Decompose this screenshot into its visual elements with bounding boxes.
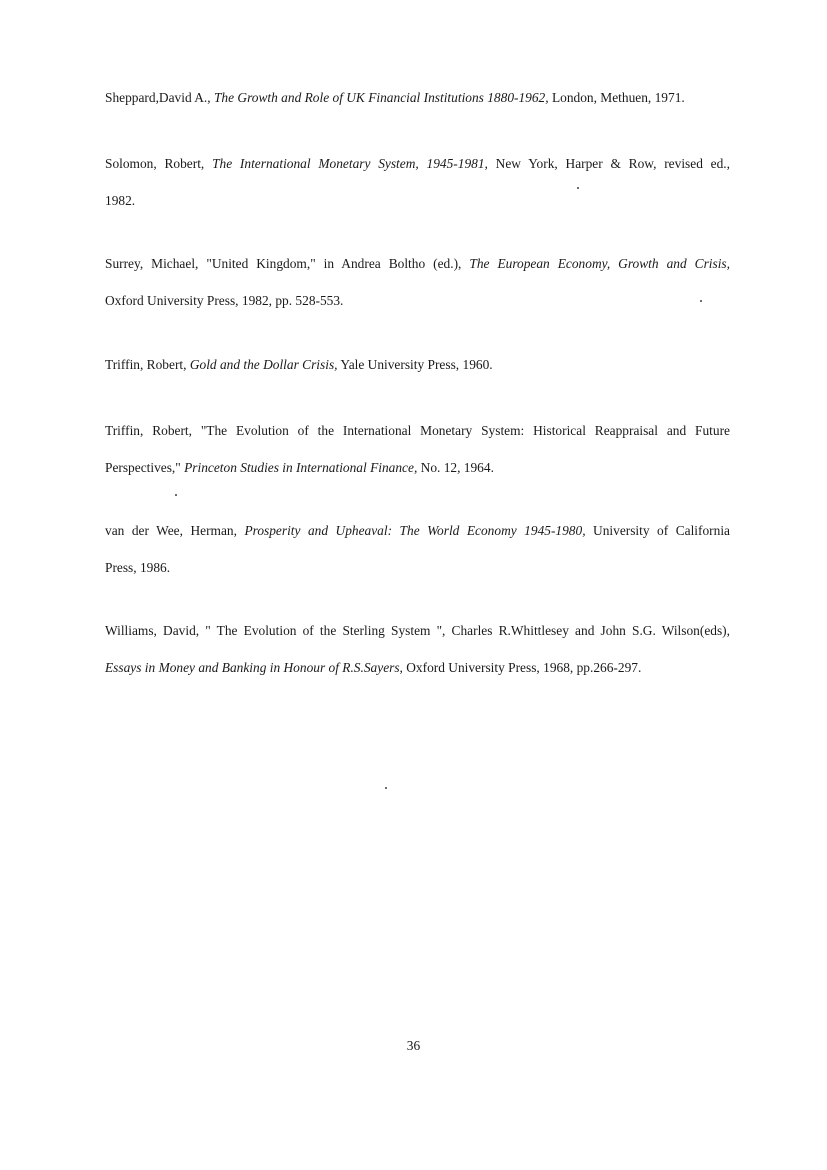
entry-text: No. 12, 1964. [417,460,494,475]
entry-text: Triffin, Robert, [105,357,190,372]
entry-text: New York, Harper & Row, revised ed., [487,156,730,171]
entry-title: The Growth and Role of UK Financial Institutions 1880-1962, [213,90,549,105]
entry-text: Perspectives," [105,460,185,475]
entry-line [105,79,730,116]
entry-line [105,282,730,319]
entry-line [105,612,730,649]
bibliography-entry [105,612,730,686]
entry-title: Prosperity and Upheaval: The World Economy 1945-1980, [244,523,586,538]
entry-text: Solomon, Robert, [105,156,213,171]
bibliography-entry [105,79,730,116]
entry-text: University of California [585,523,730,538]
entry-line [105,145,730,182]
entry-title: Gold and the Dollar Crisis, [189,357,338,372]
entry-line [105,649,730,686]
entry-title: Princeton Studies in International Finance, [184,460,418,475]
entry-line [105,512,730,549]
entry-line [105,412,730,449]
bibliography-entry [105,346,730,383]
scan-speck [700,300,702,302]
entry-text: London, Methuen, 1971. [548,90,685,105]
entry-line [105,449,730,486]
entry-text: van der Wee, Herman, [105,523,245,538]
scan-speck [175,494,177,496]
entry-text: Williams, David, " The Evolution of the Sterling System ", Charles R.Whittlesey and John S.G. Wilson(eds), [105,623,730,638]
entry-title: The European Economy, Growth and Crisis, [469,256,730,271]
entry-text: Press, 1986. [105,560,171,575]
entry-text: Sheppard,David A., [105,90,214,105]
scan-speck [577,187,579,189]
entry-text: Surrey, Michael, "United Kingdom," in Andrea Boltho (ed.), [105,256,470,271]
entry-line [105,346,730,383]
entry-line [105,245,730,282]
entry-line [105,182,730,219]
bibliography-entry [105,412,730,486]
scan-speck [385,787,387,789]
entry-title: The International Monetary System, 1945-1981, [212,156,488,171]
bibliography-entry [105,245,730,319]
entry-title: Essays in Money and Banking in Honour of R.S.Sayers, [105,660,403,675]
entry-text: Oxford University Press, 1968, pp.266-297. [402,660,642,675]
bibliography-entry [105,145,730,219]
entry-line [105,549,730,586]
entry-text: Yale University Press, 1960. [337,357,493,372]
page-number: 36 [406,1038,421,1053]
bibliography-entry [105,512,730,586]
entry-text: Triffin, Robert, "The Evolution of the International Monetary System: Historical Reappraisal and Future [105,423,730,438]
entry-text: Oxford University Press, 1982, pp. 528-553. [105,293,344,308]
entry-text: 1982. [105,193,136,208]
